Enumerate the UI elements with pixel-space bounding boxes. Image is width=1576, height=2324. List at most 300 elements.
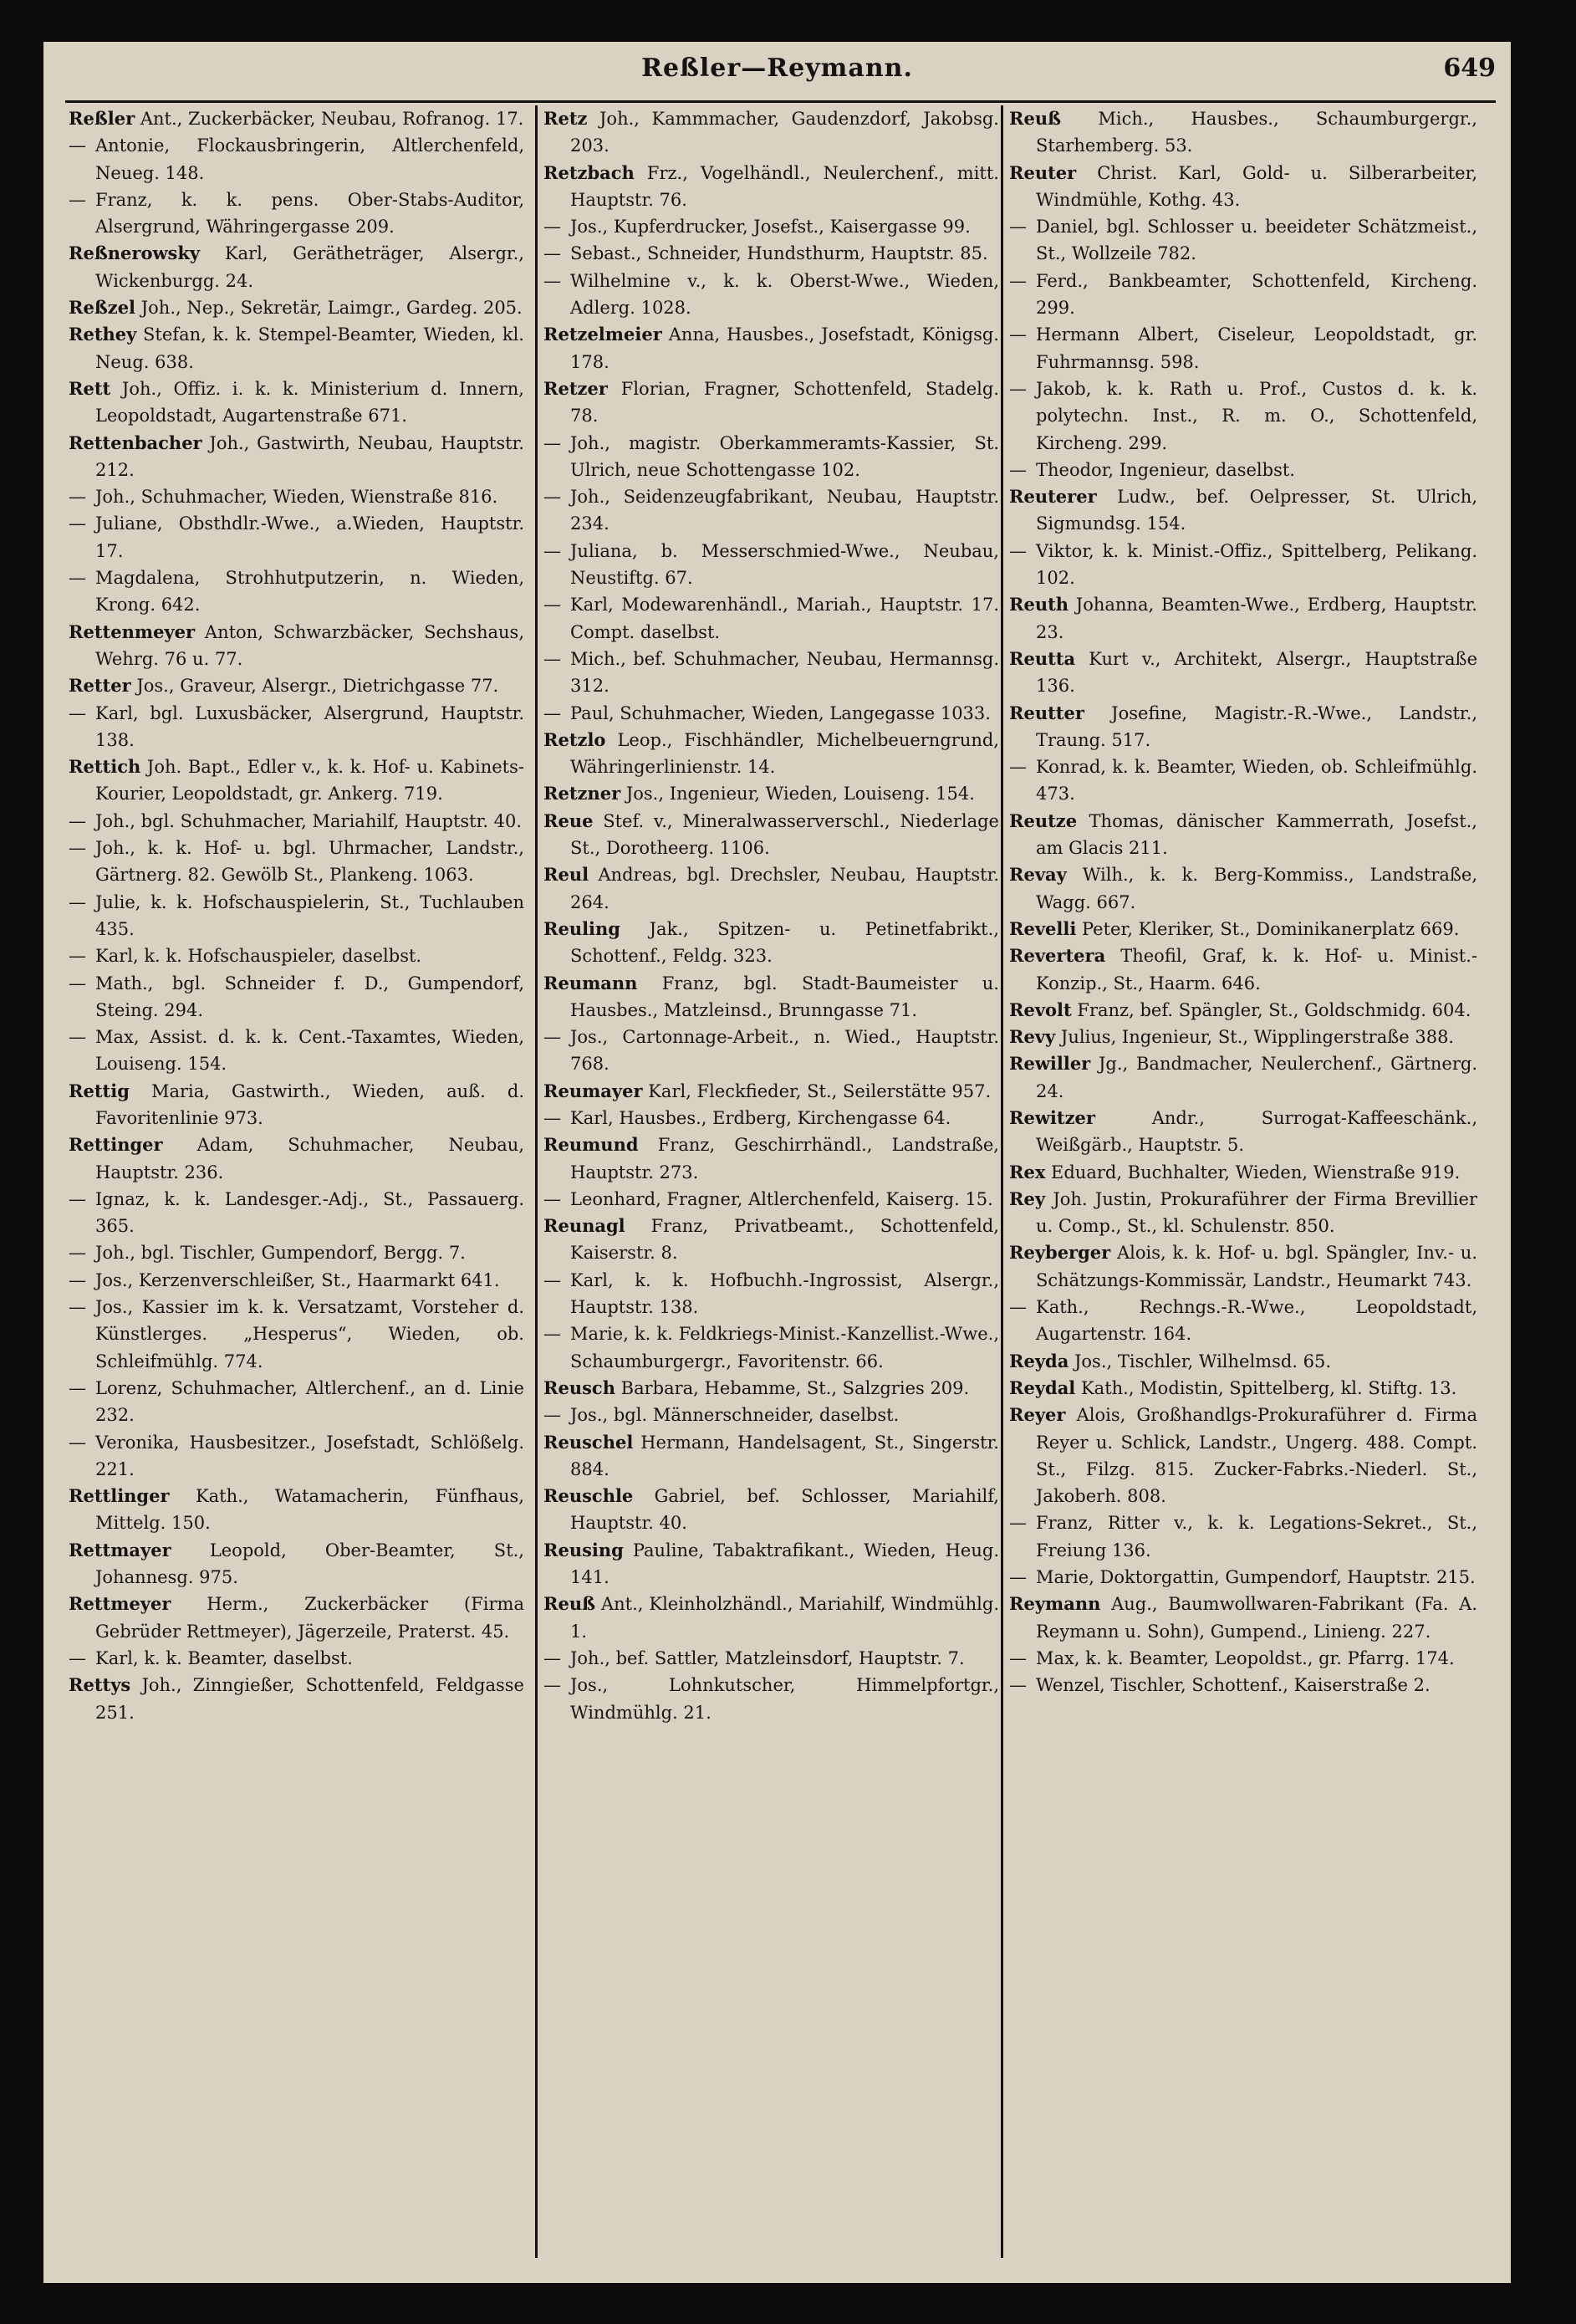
subentry-dash: —	[543, 217, 561, 238]
directory-entry	[69, 430, 524, 484]
surname: Reusing	[543, 1539, 624, 1560]
entry-details: Max, Assist. d. k. k. Cent.-Taxamtes, Wieden, Louiseng. 154.	[95, 1027, 524, 1075]
directory-entry	[1009, 1159, 1477, 1186]
header-rule	[65, 100, 1496, 103]
column-divider	[1001, 105, 1003, 2258]
subentry-dash: —	[1009, 324, 1027, 345]
surname: Reuschel	[543, 1431, 634, 1453]
subentry-dash: —	[69, 1243, 86, 1264]
directory-subentry	[69, 483, 524, 510]
subentry-dash: —	[543, 648, 561, 669]
subentry-dash: —	[543, 1647, 561, 1668]
directory-subentry	[69, 1375, 524, 1429]
subentry-dash: —	[543, 1107, 561, 1128]
column-2	[543, 105, 999, 2258]
entry-details: Karl, Gerätheträger, Alsergr., Wickenburgg. 24.	[95, 243, 524, 291]
directory-subentry	[543, 430, 999, 484]
surname: Revolt	[1009, 999, 1072, 1020]
directory-entry	[1009, 1591, 1477, 1645]
directory-subentry	[1009, 321, 1477, 375]
directory-entry	[69, 105, 524, 132]
surname: Reusch	[543, 1377, 615, 1398]
surname: Retzlo	[543, 728, 606, 750]
surname: Reuling	[543, 917, 620, 939]
entry-details: Antonie, Flockausbringerin, Altlerchenfeld, Neueg. 148.	[95, 135, 524, 183]
directory-entry	[543, 160, 999, 214]
subentry-dash: —	[69, 973, 86, 993]
subentry-dash: —	[543, 243, 561, 264]
directory-subentry	[543, 1024, 999, 1078]
surname: Reßler	[69, 108, 135, 129]
entry-details: Christ. Karl, Gold- u. Silberarbeiter, Windmühle, Kothg. 43.	[1036, 162, 1477, 210]
surname: Retzner	[543, 783, 621, 804]
directory-subentry	[1009, 375, 1477, 457]
surname: Retz	[543, 108, 588, 129]
surname: Revertera	[1009, 945, 1106, 967]
subentry-dash: —	[543, 487, 561, 508]
subentry-dash: —	[69, 1269, 86, 1290]
entry-details: Wenzel, Tischler, Schottenf., Kaiserstraße 2.	[1036, 1675, 1431, 1696]
directory-subentry	[69, 1294, 524, 1375]
surname: Reumayer	[543, 1080, 643, 1101]
surname: Revay	[1009, 864, 1067, 886]
entry-details: Stefan, k. k. Stempel-Beamter, Wieden, kl. Neug. 638.	[95, 324, 524, 372]
directory-subentry	[543, 483, 999, 538]
surname: Reymann	[1009, 1593, 1101, 1615]
entry-details: Hermann Albert, Ciseleur, Leopoldstadt, gr. Fuhrmannsg. 598.	[1036, 324, 1477, 372]
entry-details: Joh., Seidenzeugfabrikant, Neubau, Hauptstr. 234.	[570, 487, 999, 534]
surname: Rey	[1009, 1188, 1046, 1209]
directory-entry	[69, 240, 524, 294]
page-number: 649	[1443, 54, 1496, 83]
entry-details: Karl, k. k. Hofschauspieler, daselbst.	[95, 946, 422, 967]
entry-details: Pauline, Tabaktrafikant., Wieden, Heug. 141.	[570, 1540, 999, 1588]
subentry-dash: —	[69, 513, 86, 534]
surname: Reyberger	[1009, 1242, 1111, 1264]
entry-details: Daniel, bgl. Schlosser u. beeideter Schätzmeist., St., Wollzeile 782.	[1036, 217, 1477, 264]
entry-details: Theodor, Ingenieur, daselbst.	[1036, 459, 1295, 480]
entry-details: Karl, k. k. Hofbuchh.-Ingrossist, Alsergr., Hauptstr. 138.	[570, 1269, 999, 1318]
surname: Reumund	[543, 1134, 639, 1156]
surname: Reyda	[1009, 1350, 1069, 1371]
directory-subentry	[69, 700, 524, 754]
surname: Reuschle	[543, 1485, 634, 1507]
directory-entry	[1009, 808, 1477, 862]
directory-subentry	[543, 268, 999, 322]
surname: Reutter	[1009, 702, 1084, 723]
directory-entry	[543, 970, 999, 1024]
subentry-dash: —	[69, 487, 86, 508]
surname: Reyer	[1009, 1404, 1066, 1426]
directory-subentry	[69, 835, 524, 889]
directory-entry	[1009, 1402, 1477, 1509]
page-header	[43, 42, 1511, 100]
entry-details: Viktor, k. k. Minist.-Offiz., Spittelberg, Pelikang. 102.	[1036, 540, 1477, 589]
entry-details: Julius, Ingenieur, St., Wipplingerstraße 388.	[1060, 1027, 1455, 1048]
subentry-dash: —	[543, 270, 561, 291]
entry-details: Kath., Rechngs.-R.-Wwe., Leopoldstadt, Augartenstr. 164.	[1036, 1297, 1477, 1345]
directory-entry	[1009, 861, 1477, 916]
directory-subentry	[543, 591, 999, 646]
directory-subentry	[69, 1267, 524, 1294]
surname: Rettig	[69, 1080, 130, 1101]
entry-details: Franz, bgl. Stadt-Baumeister u. Hausbes., Matzleinsd., Brunngasse 71.	[570, 973, 999, 1020]
entry-details: Joh., k. k. Hof- u. bgl. Uhrmacher, Landstr., Gärtnerg. 82. Gewölb St., Plankeng. 1063.	[95, 838, 524, 886]
entry-details: Jos., Tischler, Wilhelmsd. 65.	[1074, 1351, 1332, 1371]
directory-entry	[543, 1483, 999, 1537]
surname: Retter	[69, 675, 131, 697]
entry-details: Jos., Ingenieur, Wieden, Louiseng. 154.	[625, 784, 975, 804]
subentry-dash: —	[69, 946, 86, 967]
directory-subentry	[69, 132, 524, 186]
entry-details: Karl, bgl. Luxusbäcker, Alsergrund, Hauptstr. 138.	[95, 702, 524, 750]
entry-details: Jak., Spitzen- u. Petinetfabrikt., Schottenf., Feldg. 323.	[570, 918, 999, 967]
directory-entry	[69, 1078, 524, 1132]
entry-details: Marie, Doktorgattin, Gumpendorf, Hauptstr. 215.	[1036, 1567, 1476, 1588]
directory-subentry	[1009, 538, 1477, 592]
subentry-dash: —	[69, 810, 86, 831]
entry-details: Eduard, Buchhalter, Wieden, Wienstraße 919.	[1051, 1162, 1461, 1182]
entry-details: Kath., Watamacherin, Fünfhaus, Mittelg. 150.	[95, 1486, 524, 1534]
surname: Retzbach	[543, 161, 635, 183]
subentry-dash: —	[1009, 1513, 1027, 1534]
surname: Rettenbacher	[69, 432, 202, 453]
entry-details: Joh., Schuhmacher, Wieden, Wienstraße 816.	[95, 487, 498, 508]
entry-details: Andr., Surrogat-Kaffeeschänk., Weißgärb., Hauptstr. 5.	[1036, 1107, 1477, 1156]
entry-details: Leonhard, Fragner, Altlerchenfeld, Kaiserg. 15.	[570, 1188, 993, 1209]
entry-details: Gabriel, bef. Schlosser, Mariahilf, Hauptstr. 40.	[570, 1486, 999, 1534]
surname: Reumann	[543, 972, 638, 993]
surname: Reuß	[1009, 108, 1062, 129]
surname: Reuterer	[1009, 486, 1097, 508]
entry-details: Joh., Zinngießer, Schottenfeld, Feldgasse 251.	[95, 1675, 524, 1723]
directory-entry	[69, 672, 524, 699]
entry-details: Thomas, dänischer Kammerrath, Josefst., am Glacis 211.	[1036, 810, 1477, 859]
directory-subentry	[69, 970, 524, 1024]
directory-subentry	[1009, 1294, 1477, 1348]
directory-subentry	[69, 510, 524, 564]
directory-entry	[69, 1537, 524, 1591]
entry-details: Max, k. k. Beamter, Leopoldst., gr. Pfarrg. 174.	[1036, 1647, 1455, 1668]
directory-subentry	[543, 1645, 999, 1672]
subentry-dash: —	[543, 1675, 561, 1696]
entry-details: Kurt v., Architekt, Alsergr., Hauptstraße 136.	[1036, 648, 1477, 697]
subentry-dash: —	[543, 595, 561, 615]
surname: Reutze	[1009, 810, 1078, 831]
surname: Rex	[1009, 1161, 1046, 1182]
entry-details: Anton, Schwarzbäcker, Sechshaus, Wehrg. 76 u. 77.	[95, 621, 524, 669]
directory-entry	[543, 808, 999, 862]
entry-details: Mich., Hausbes., Schaumburgergr., Starhemberg. 53.	[1036, 109, 1477, 156]
directory-entry	[69, 1483, 524, 1537]
directory-subentry	[69, 1186, 524, 1240]
directory-subentry	[1009, 1645, 1477, 1672]
directory-entry	[1009, 916, 1477, 942]
entry-details: Jos., Cartonnage-Arbeit., n. Wied., Hauptstr. 768.	[570, 1027, 999, 1075]
surname: Reuß	[543, 1593, 596, 1615]
surname: Rettmeyer	[69, 1593, 171, 1615]
directory-entry	[1009, 483, 1477, 538]
subentry-dash: —	[69, 891, 86, 912]
subentry-dash: —	[1009, 378, 1027, 399]
page-title: Reßler—Reymann.	[641, 54, 913, 83]
column-1	[69, 105, 524, 2258]
surname: Rettlinger	[69, 1485, 170, 1507]
surname: Reunagl	[543, 1215, 625, 1237]
entry-details: Julie, k. k. Hofschauspielerin, St., Tuchlauben 435.	[95, 891, 524, 939]
surname: Retzelmeier	[543, 324, 662, 345]
surname: Rettys	[69, 1674, 131, 1696]
entry-details: Ant., Kleinholzhändl., Mariahilf, Windmühlg. 1.	[570, 1594, 999, 1642]
directory-entry	[1009, 105, 1477, 160]
subentry-dash: —	[69, 702, 86, 723]
entry-details: Paul, Schuhmacher, Wieden, Langegasse 1033.	[570, 702, 991, 723]
subentry-dash: —	[543, 540, 561, 561]
surname: Reuter	[1009, 161, 1077, 183]
subentry-dash: —	[69, 1027, 86, 1048]
directory-subentry	[543, 1105, 999, 1131]
entry-details: Alois, Großhandlgs-Prokuraführer d. Firma Reyer u. Schlick, Landstr., Ungerg. 488. Compt. St., Filzg. 815. Zucker-Fabrks.-Niederl. St., Jakoberh. 808.	[1036, 1405, 1477, 1507]
directory-entry	[69, 1672, 524, 1726]
directory-subentry	[69, 1429, 524, 1484]
directory-subentry	[543, 646, 999, 700]
subentry-dash: —	[1009, 1297, 1027, 1318]
entry-details: Math., bgl. Schneider f. D., Gumpendorf, Steing. 294.	[95, 973, 524, 1020]
subentry-dash: —	[543, 1324, 561, 1345]
entry-details: Sebast., Schneider, Hundsthurm, Hauptstr. 85.	[570, 243, 988, 264]
entry-details: Hermann, Handelsagent, St., Singerstr. 884.	[570, 1432, 999, 1479]
entry-details: Barbara, Hebamme, St., Salzgries 209.	[620, 1377, 970, 1398]
directory-entry	[543, 1591, 999, 1645]
entry-details: Alois, k. k. Hof- u. bgl. Spängler, Inv.- u. Schätzungs-Kommissär, Landstr., Heumarkt 743.	[1036, 1243, 1477, 1290]
directory-subentry	[543, 1186, 999, 1213]
directory-entry	[543, 1537, 999, 1591]
entry-details: Joh., bgl. Schuhmacher, Mariahilf, Hauptstr. 40.	[95, 810, 523, 831]
directory-entry	[543, 1429, 999, 1484]
directory-subentry	[69, 1645, 524, 1672]
entry-details: Veronika, Hausbesitzer., Josefstadt, Schlößelg. 221.	[95, 1432, 524, 1479]
entry-details: Joh., Gastwirth, Neubau, Hauptstr. 212.	[95, 432, 524, 480]
directory-subentry	[543, 1672, 999, 1726]
surname: Rewiller	[1009, 1053, 1091, 1075]
entry-details: Lorenz, Schuhmacher, Altlerchenf., an d. Linie 232.	[95, 1377, 524, 1426]
directory-subentry	[1009, 1509, 1477, 1564]
surname: Rethey	[69, 324, 137, 345]
subentry-dash: —	[1009, 1567, 1027, 1588]
directory-entry	[543, 1213, 999, 1267]
directory-entry	[543, 916, 999, 970]
directory-entry	[543, 321, 999, 375]
directory-subentry	[543, 213, 999, 240]
directory-subentry	[543, 700, 999, 727]
surname: Rewitzer	[1009, 1106, 1095, 1128]
directory-entry	[1009, 942, 1477, 997]
entry-details: Franz, Ritter v., k. k. Legations-Sekret., St., Freiung 136.	[1036, 1513, 1477, 1560]
surname: Reuth	[1009, 594, 1069, 615]
directory-entry	[1009, 591, 1477, 646]
entry-details: Leopold, Ober-Beamter, St., Johannesg. 975.	[95, 1540, 524, 1588]
subentry-dash: —	[543, 1405, 561, 1426]
directory-entry	[1009, 1024, 1477, 1050]
surname: Rettmayer	[69, 1539, 171, 1560]
directory-entry	[1009, 1348, 1477, 1375]
directory-entry	[69, 619, 524, 673]
entry-details: Jakob, k. k. Rath u. Prof., Custos d. k. k. polytechn. Inst., R. m. O., Schottenfeld, Kircheng. 299.	[1036, 378, 1477, 453]
directory-subentry	[69, 1239, 524, 1266]
directory-entry	[543, 105, 999, 160]
entry-details: Ludw., bef. Oelpresser, St. Ulrich, Sigmundsg. 154.	[1036, 487, 1477, 534]
entry-details: Mich., bef. Schuhmacher, Neubau, Hermannsg. 312.	[570, 648, 999, 697]
entry-details: Jos., Kupferdrucker, Josefst., Kaisergasse 99.	[570, 217, 971, 238]
directory-subentry	[69, 1024, 524, 1078]
directory-entry	[1009, 1050, 1477, 1105]
entry-details: Jg., Bandmacher, Neulerchenf., Gärtnerg. 24.	[1036, 1054, 1477, 1101]
subentry-dash: —	[1009, 1647, 1027, 1668]
entry-details: Jos., bgl. Männerschneider, daselbst.	[570, 1405, 900, 1426]
directory-entry	[543, 727, 999, 781]
directory-entry	[69, 375, 524, 430]
entry-details: Johanna, Beamten-Wwe., Erdberg, Hauptstr. 23.	[1036, 595, 1477, 642]
surname: Rettinger	[69, 1134, 163, 1156]
entry-details: Karl, k. k. Beamter, daselbst.	[95, 1647, 353, 1668]
directory-entry	[69, 1591, 524, 1645]
surname: Revelli	[1009, 917, 1077, 939]
entry-details: Karl, Fleckfieder, St., Seilerstätte 957.	[648, 1080, 992, 1101]
entry-details: Joh. Bapt., Edler v., k. k. Hof- u. Kabinets-Kourier, Leopoldstadt, gr. Ankerg. 719.	[95, 757, 524, 804]
subentry-dash: —	[543, 432, 561, 453]
subentry-dash: —	[69, 189, 86, 210]
entry-details: Joh., Kammmacher, Gaudenzdorf, Jakobsg. 203.	[570, 109, 999, 156]
directory-subentry	[69, 942, 524, 969]
entry-details: Franz, bef. Spängler, St., Goldschmidg. 604.	[1077, 999, 1471, 1020]
surname: Reßnerowsky	[69, 243, 201, 264]
entry-details: Jos., Graveur, Alsergr., Dietrichgasse 77.	[136, 676, 499, 697]
entry-details: Ant., Zuckerbäcker, Neubau, Rofranog. 17.	[140, 109, 524, 129]
subentry-dash: —	[1009, 757, 1027, 778]
subentry-dash: —	[1009, 217, 1027, 238]
directory-entry	[1009, 997, 1477, 1024]
entry-details: Joh., bgl. Tischler, Gumpendorf, Bergg. 7.	[95, 1243, 466, 1264]
subentry-dash: —	[543, 1269, 561, 1290]
directory-entry	[543, 780, 999, 807]
directory-subentry	[1009, 1564, 1477, 1591]
surname: Reßzel	[69, 297, 136, 319]
entry-details: Ferd., Bankbeamter, Schottenfeld, Kircheng. 299.	[1036, 270, 1477, 319]
entry-details: Joh., Nep., Sekretär, Laimgr., Gardeg. 205.	[140, 298, 523, 319]
entry-details: Joh., Offiz. i. k. k. Ministerium d. Innern, Leopoldstadt, Augartenstraße 671.	[95, 378, 524, 426]
directory-subentry	[1009, 457, 1477, 483]
directory-subentry	[543, 240, 999, 267]
subentry-dash: —	[69, 1188, 86, 1209]
entry-details: Florian, Fragner, Schottenfeld, Stadelg. 78.	[570, 378, 999, 426]
entry-details: Jos., Kerzenverschleißer, St., Haarmarkt 641.	[95, 1269, 500, 1290]
surname: Retzer	[543, 377, 608, 399]
entry-details: Anna, Hausbes., Josefstadt, Königsg. 178.	[570, 324, 999, 372]
subentry-dash: —	[1009, 540, 1027, 561]
entry-details: Aug., Baumwollwaren-Fabrikant (Fa. A. Reymann u. Sohn), Gumpend., Linieng. 227.	[1036, 1594, 1477, 1642]
directory-subentry	[1009, 213, 1477, 268]
surname: Revy	[1009, 1026, 1056, 1048]
directory-page	[43, 42, 1511, 2283]
entry-details: Magdalena, Strohhutputzerin, n. Wieden, Krong. 642.	[95, 568, 524, 615]
surname: Rett	[69, 377, 111, 399]
entry-details: Wilh., k. k. Berg-Kommiss., Landstraße, Wagg. 667.	[1036, 865, 1477, 912]
directory-entry	[1009, 1239, 1477, 1294]
directory-entry	[69, 294, 524, 321]
entry-details: Juliana, b. Messerschmied-Wwe., Neubau, Neustiftg. 67.	[570, 540, 999, 589]
directory-subentry	[1009, 268, 1477, 322]
directory-entry	[1009, 1186, 1477, 1240]
entry-details: Theofil, Graf, k. k. Hof- u. Minist.-Konzip., St., Haarm. 646.	[1036, 946, 1477, 993]
directory-subentry	[543, 1320, 999, 1375]
directory-entry	[1009, 646, 1477, 700]
entry-details: Josefine, Magistr.-R.-Wwe., Landstr., Traung. 517.	[1036, 702, 1477, 750]
directory-entry	[543, 1131, 999, 1186]
entry-details: Juliane, Obsthdlr.-Wwe., a.Wieden, Hauptstr. 17.	[95, 513, 524, 561]
directory-subentry	[69, 808, 524, 835]
directory-entry	[1009, 160, 1477, 214]
entry-details: Joh. Justin, Prokuraführer der Firma Brevillier u. Comp., St., kl. Schulenstr. 850.	[1036, 1188, 1477, 1237]
entry-details: Konrad, k. k. Beamter, Wieden, ob. Schleifmühlg. 473.	[1036, 757, 1477, 804]
entry-details: Karl, Modewarenhändl., Mariah., Hauptstr. 17. Compt. daselbst.	[570, 595, 999, 642]
subentry-dash: —	[69, 135, 86, 156]
subentry-dash: —	[1009, 270, 1027, 291]
entry-details: Joh., bef. Sattler, Matzleinsdorf, Hauptstr. 7.	[570, 1647, 965, 1668]
directory-entry	[69, 1131, 524, 1186]
column-3	[1009, 105, 1477, 2258]
entry-details: Franz, Geschirrhändl., Landstraße, Hauptstr. 273.	[570, 1135, 999, 1182]
directory-subentry	[1009, 1672, 1477, 1698]
directory-entry	[69, 321, 524, 375]
entry-details: Leop., Fischhändler, Michelbeuerngrund, Währingerlinienstr. 14.	[570, 729, 999, 778]
surname: Rettenmeyer	[69, 621, 196, 642]
entry-details: Jos., Lohnkutscher, Himmelpfortgr., Windmühlg. 21.	[570, 1675, 999, 1723]
directory-entry	[543, 375, 999, 430]
directory-entry	[69, 753, 524, 808]
subentry-dash: —	[69, 1647, 86, 1668]
directory-subentry	[1009, 753, 1477, 808]
surname: Rettich	[69, 756, 141, 778]
entry-details: Jos., Kassier im k. k. Versatzamt, Vorsteher d. Künstlerges. „Hesperus“, Wieden, ob. Schleifmühlg. 774.	[95, 1297, 524, 1371]
subentry-dash: —	[1009, 1675, 1027, 1696]
subentry-dash: —	[69, 838, 86, 859]
subentry-dash: —	[1009, 459, 1027, 480]
subentry-dash: —	[543, 702, 561, 723]
column-divider	[535, 105, 538, 2258]
subentry-dash: —	[69, 1432, 86, 1453]
entry-details: Karl, Hausbes., Erdberg, Kirchengasse 64.	[570, 1107, 951, 1128]
entry-details: Stef. v., Mineralwasserverschl., Niederlage St., Dorotheerg. 1106.	[570, 810, 999, 859]
directory-entry	[543, 1078, 999, 1105]
entry-details: Marie, k. k. Feldkriegs-Minist.-Kanzellist.-Wwe., Schaumburgergr., Favoritenstr. 66.	[570, 1324, 999, 1371]
directory-entry	[1009, 1375, 1477, 1402]
entry-details: Joh., magistr. Oberkammeramts-Kassier, St. Ulrich, neue Schottengasse 102.	[570, 432, 999, 480]
directory-entry	[543, 861, 999, 916]
entry-details: Peter, Kleriker, St., Dominikanerplatz 669.	[1082, 918, 1460, 939]
entry-details: Frz., Vogelhändl., Neulerchenf., mitt. Hauptstr. 76.	[570, 162, 999, 210]
entry-details: Adam, Schuhmacher, Neubau, Hauptstr. 236.	[95, 1135, 524, 1182]
entry-details: Wilhelmine v., k. k. Oberst-Wwe., Wieden, Adlerg. 1028.	[570, 270, 999, 319]
directory-entry	[543, 1375, 999, 1402]
directory-entry	[1009, 700, 1477, 754]
entry-details: Ignaz, k. k. Landesger.-Adj., St., Passauerg. 365.	[95, 1188, 524, 1237]
subentry-dash: —	[69, 568, 86, 589]
directory-entry	[1009, 1105, 1477, 1159]
directory-subentry	[69, 564, 524, 619]
directory-subentry	[543, 538, 999, 592]
directory-subentry	[543, 1267, 999, 1321]
entry-details: Herm., Zuckerbäcker (Firma Gebrüder Rettmeyer), Jägerzeile, Praterst. 45.	[95, 1594, 524, 1642]
